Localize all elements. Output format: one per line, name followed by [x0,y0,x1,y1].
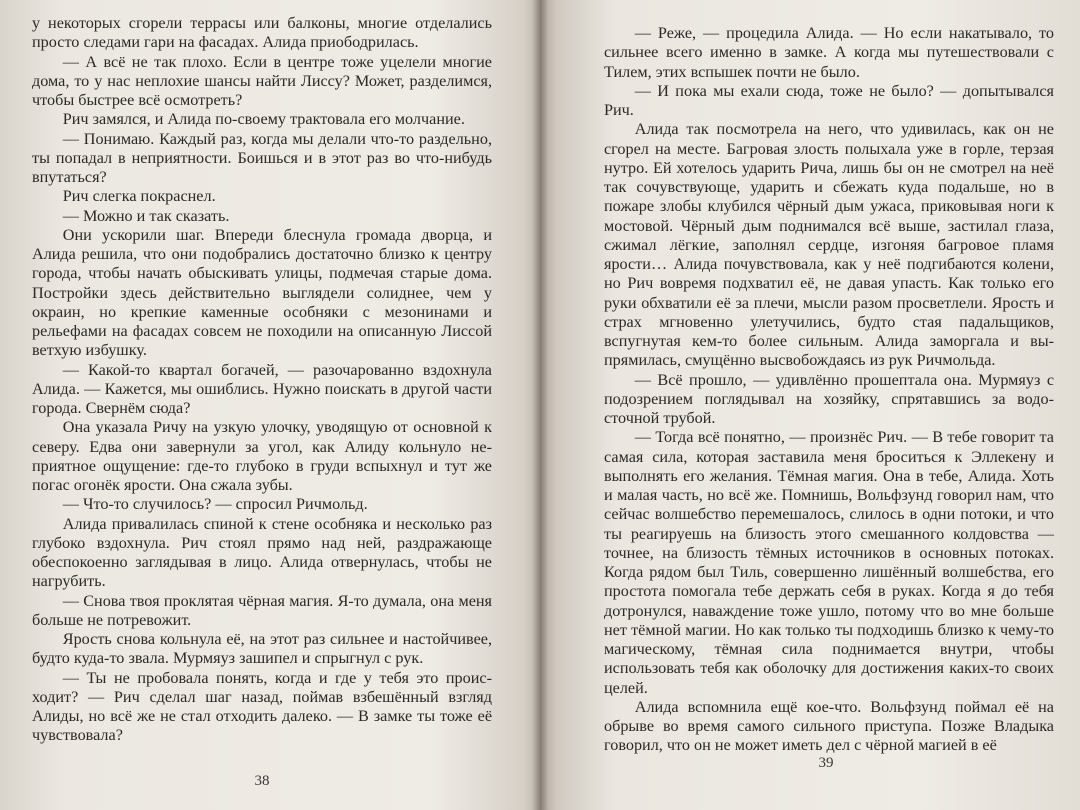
paragraph: Она указала Ричу на узкую улочку, уводящую от основной к северу. Едва они завернули за угол, как Алиду кольнуло неприятное ощущение: где-то глубоко в груди вспыхнул и тут же погас огонёк ярости. Она сжала зубы. [32,418,492,494]
paragraph: — Тогда всё понятно, — произнёс Рич. — В тебе говорит та самая сила, которая заставила меня броситься к Эллекену и выполнять его желания. Тёмная магия. Она в тебе, Алида. Хоть и малая часть, но всё же. Помнишь, Вольфзунд говорил нам, что сейчас волшебство перемешалось, слилось в одни потоки, и что ты реагируешь на близость этого смешанного колдовства — точнее, на близость тёмных источников в основных потоках. Когда рядом был Тиль, совершенно лишённый волшебства, его простота помогала тебе держать себя в руках. Когда я до тебя дотронулся, наваждение тоже ушло, потому что во мне больше нет тёмной магии. Но как только ты подходишь близко к чему-то магическому, тёмная сила поднимается внутри, чтобы использовать тебя как оболочку для достижения каких-то своих целей. [604,428,1054,697]
left-page-text [32,14,492,746]
paragraph: Алида привалилась спиной к стене особняка и несколько раз глубоко вздохнула. Рич стоял прямо над ней, раздражающе обеспокоенно заглядывая в лицо. Алида отвернулась, чтобы не нагрубить. [32,514,492,591]
right-page-text [604,24,1054,756]
page-number-left: 38 [254,773,270,789]
right-page [540,0,1080,810]
paragraph: Алида так посмотрела на него, что удивилась, как он не сгорел на месте. Багровая злость полыхала уже в горле, терзая нутро. Ей хотелось ударить Рича, лишь бы он не смотрел на неё так сочувствующе, ударить и сбежать куда подальше, но в пожаре злобы клубился чёрный дым ужаса, приковывая ноги к мостовой. Чёрный дым поднимался всё выше, застилал глаза, сжимал лёгкие, заполнял сердце, изгоняя багровое пламя ярости… Алида почувствовала, как у неё подгибаются колени, но Рич вовремя подхватил её, не давая упасть. Как только его руки обхватили её за плечи, мысли разом просветлели. Ярость и страх мгновенно улетучились, будто стая падальщиков, вспугнутая кем-то более сильным. Алида заморгала и выпрямилась, смущённо высвобождаясь из рук Ричмольда. [604,120,1054,370]
paragraph: — Всё прошло, — удивлённо прошептала она. Мурмяуз с подозрением поглядывал на хозяйку, спрятавшись за водосточной трубой. [604,370,1054,427]
book-gutter [532,0,548,810]
paragraph: Ярость снова кольнула её, на этот раз сильнее и настойчивее, будто куда-то звала. Мурмяуз зашипел и спрыгнул с рук. [32,630,492,668]
paragraph: — Какой-то квартал богачей, — разочарованно вздохнула Алида. — Кажется, мы ошиблись. Нужно поискать в другой части города. Свернём сюда? [32,360,492,417]
paragraph: — Понимаю. Каждый раз, когда мы делали что-то раздельно, ты попадал в неприятности. Боишься и в этот раз во что-нибудь впутаться? [32,129,492,186]
paragraph: Они ускорили шаг. Впереди блеснула громада дворца, и Алида решила, что они подобрались достаточно близко к центру города, чтобы начать обыскивать улицы, подмечая старые дома. Постройки здесь действительно выглядели солиднее, чем у окраин, но крепкие каменные особняки с мезонинами и рельефами на фасадах совсем не походили на описанную Лиссой ветхую избушку. [32,225,492,360]
paragraph: Рич замялся, и Алида по-своему трактовала его молчание. [62,110,465,129]
paragraph: — А всё не так плохо. Если в центре тоже уцелели многие дома, то у нас неплохие шансы найти Лиссу? Может, разделимся, чтобы быстрее всё осмотреть? [32,52,492,109]
paragraph: — Снова твоя проклятая чёрная магия. Я-то думала, она меня больше не потревожит. [32,591,492,629]
paragraph: Алида вспомнила ещё кое-что. Вольфзунд поймал её на обрыве во время самого сильного приступа. Позже Владыка говорил, что он не может иметь дел с чёрной магией в её [604,697,1054,755]
paragraph: — Реже, — процедила Алида. — Но если накатывало, то сильнее всего именно в замке. А когда мы путешествовали с Тилем, этих вспышек почти не было. [604,24,1054,81]
paragraph: — И пока мы ехали сюда, тоже не было? — допытывался Рич. [604,81,1054,119]
paragraph: — Что-то случилось? — спросил Ричмольд. [62,495,368,514]
paragraph: — Ты не пробовала понять, когда и где у тебя это происходит? — Рич сделал шаг назад, поймав взбешённый взгляд Алиды, но всё же не стал отходить далеко. — В замке ты тоже её чувствовала? [32,668,492,745]
paragraph: — Можно и так сказать. [62,206,230,225]
paragraph: у некоторых сгорели террасы или балконы, многие отделались просто следами гари на фасадах. Алида приободрилась. [32,14,492,52]
page-number-right: 39 [818,755,834,771]
paragraph: Рич слегка покраснел. [62,187,216,206]
